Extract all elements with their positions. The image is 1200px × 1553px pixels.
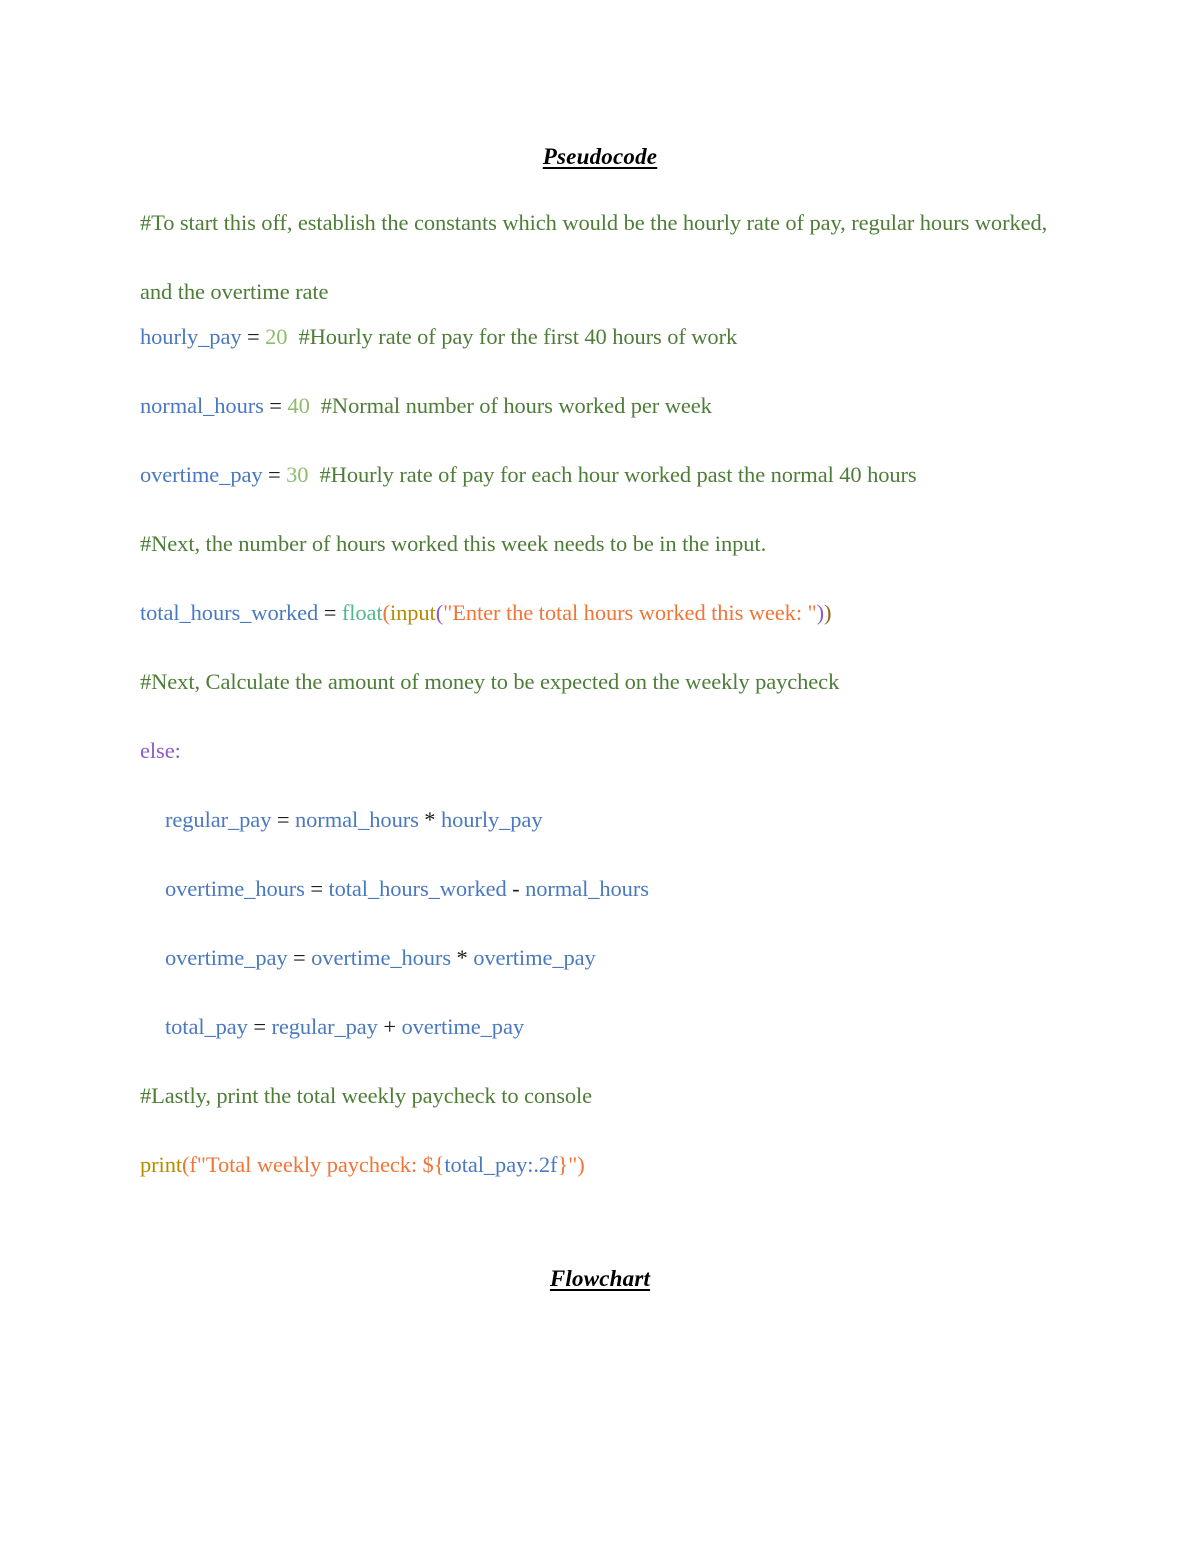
- operand-regular-pay: regular_pay: [271, 1014, 378, 1039]
- code-line-total-hours-worked: [140, 602, 1060, 671]
- assign-operator: =: [271, 807, 295, 832]
- close-paren-outer: ): [824, 600, 832, 625]
- close-brace-interpolation: }: [557, 1152, 569, 1177]
- document-body: [140, 0, 1060, 1290]
- fstring-suffix: ": [568, 1152, 578, 1177]
- multiply-operator: *: [418, 807, 441, 832]
- variable-overtime-pay: overtime_pay: [140, 462, 263, 487]
- assign-operator: =: [262, 462, 287, 487]
- dollar-sign: $: [422, 1152, 434, 1177]
- variable-overtime-pay: overtime_pay: [165, 945, 288, 970]
- page-title-flowchart: Flowchart: [549, 1266, 651, 1291]
- subtract-operator: -: [506, 876, 526, 901]
- open-paren-print: (: [182, 1152, 190, 1177]
- builtin-print: print: [140, 1152, 182, 1177]
- code-line-overtime-hours: [140, 878, 1060, 947]
- open-brace-interpolation: {: [433, 1152, 445, 1177]
- open-paren-outer: (: [382, 600, 390, 625]
- operand-overtime-pay: overtime_pay: [401, 1014, 524, 1039]
- builtin-float: float: [341, 600, 383, 625]
- inline-comment-normal-hours: #Normal number of hours worked per week: [309, 393, 712, 418]
- builtin-input: input: [389, 600, 436, 625]
- comment-line-input: #Next, the number of hours worked this week needs to be in the input.: [140, 531, 767, 556]
- number-literal-30: 30: [286, 462, 309, 487]
- inline-comment-hourly-pay: #Hourly rate of pay for the first 40 hours of work: [287, 324, 738, 349]
- open-paren-inner: (: [435, 600, 444, 625]
- variable-hourly-pay: hourly_pay: [140, 324, 242, 349]
- add-operator: +: [377, 1014, 402, 1039]
- assign-operator: =: [287, 945, 312, 970]
- comment-line-calculate: #Next, Calculate the amount of money to be expected on the weekly paycheck: [140, 669, 840, 694]
- code-line-total-pay: [140, 1016, 1060, 1085]
- code-line-print-statement: [140, 1154, 1060, 1223]
- number-literal-40: 40: [287, 393, 310, 418]
- variable-regular-pay: regular_pay: [165, 807, 272, 832]
- heading-spacer: [140, 168, 1060, 188]
- operand-total-hours-worked: total_hours_worked: [328, 876, 507, 901]
- close-paren-print: ): [577, 1152, 585, 1177]
- comment-line-intro: #To start this off, establish the constants which would be the hourly rate of pay, regular hours worked, and the overtime rate: [140, 210, 1053, 304]
- assign-operator: =: [247, 1014, 272, 1039]
- comment-line-print: #Lastly, print the total weekly paycheck to console: [140, 1083, 593, 1108]
- variable-overtime-hours: overtime_hours: [165, 876, 305, 901]
- operand-overtime-pay: overtime_pay: [473, 945, 596, 970]
- assign-operator: =: [318, 600, 342, 625]
- string-literal-prompt: "Enter the total hours worked this week: ": [443, 600, 817, 625]
- interpolated-expression: total_pay:.2f: [444, 1152, 558, 1177]
- fstring-prefix: f"Total weekly paycheck:: [189, 1152, 423, 1177]
- code-line-regular-pay: [140, 809, 1060, 878]
- page-title-pseudocode: Pseudocode: [542, 144, 658, 169]
- operand-hourly-pay: hourly_pay: [440, 807, 543, 832]
- code-line-overtime-pay-calc: [140, 947, 1060, 1016]
- inline-comment-overtime-pay: #Hourly rate of pay for each hour worked past the normal 40 hours: [308, 462, 917, 487]
- operand-normal-hours: normal_hours: [525, 876, 649, 901]
- assign-operator: =: [263, 393, 288, 418]
- code-line-hourly-pay: [140, 326, 1060, 395]
- variable-total-hours-worked: total_hours_worked: [140, 600, 319, 625]
- operand-overtime-hours: overtime_hours: [311, 945, 451, 970]
- variable-normal-hours: normal_hours: [140, 393, 264, 418]
- code-line-normal-hours: [140, 395, 1060, 464]
- operand-normal-hours: normal_hours: [295, 807, 419, 832]
- close-paren-inner: ): [816, 600, 824, 625]
- assign-operator: =: [304, 876, 329, 901]
- variable-total-pay: total_pay: [165, 1014, 248, 1039]
- multiply-operator: *: [450, 945, 474, 970]
- keyword-else: else:: [140, 738, 181, 763]
- number-literal-20: 20: [265, 324, 288, 349]
- code-line-overtime-pay: [140, 464, 1060, 533]
- assign-operator: =: [241, 324, 266, 349]
